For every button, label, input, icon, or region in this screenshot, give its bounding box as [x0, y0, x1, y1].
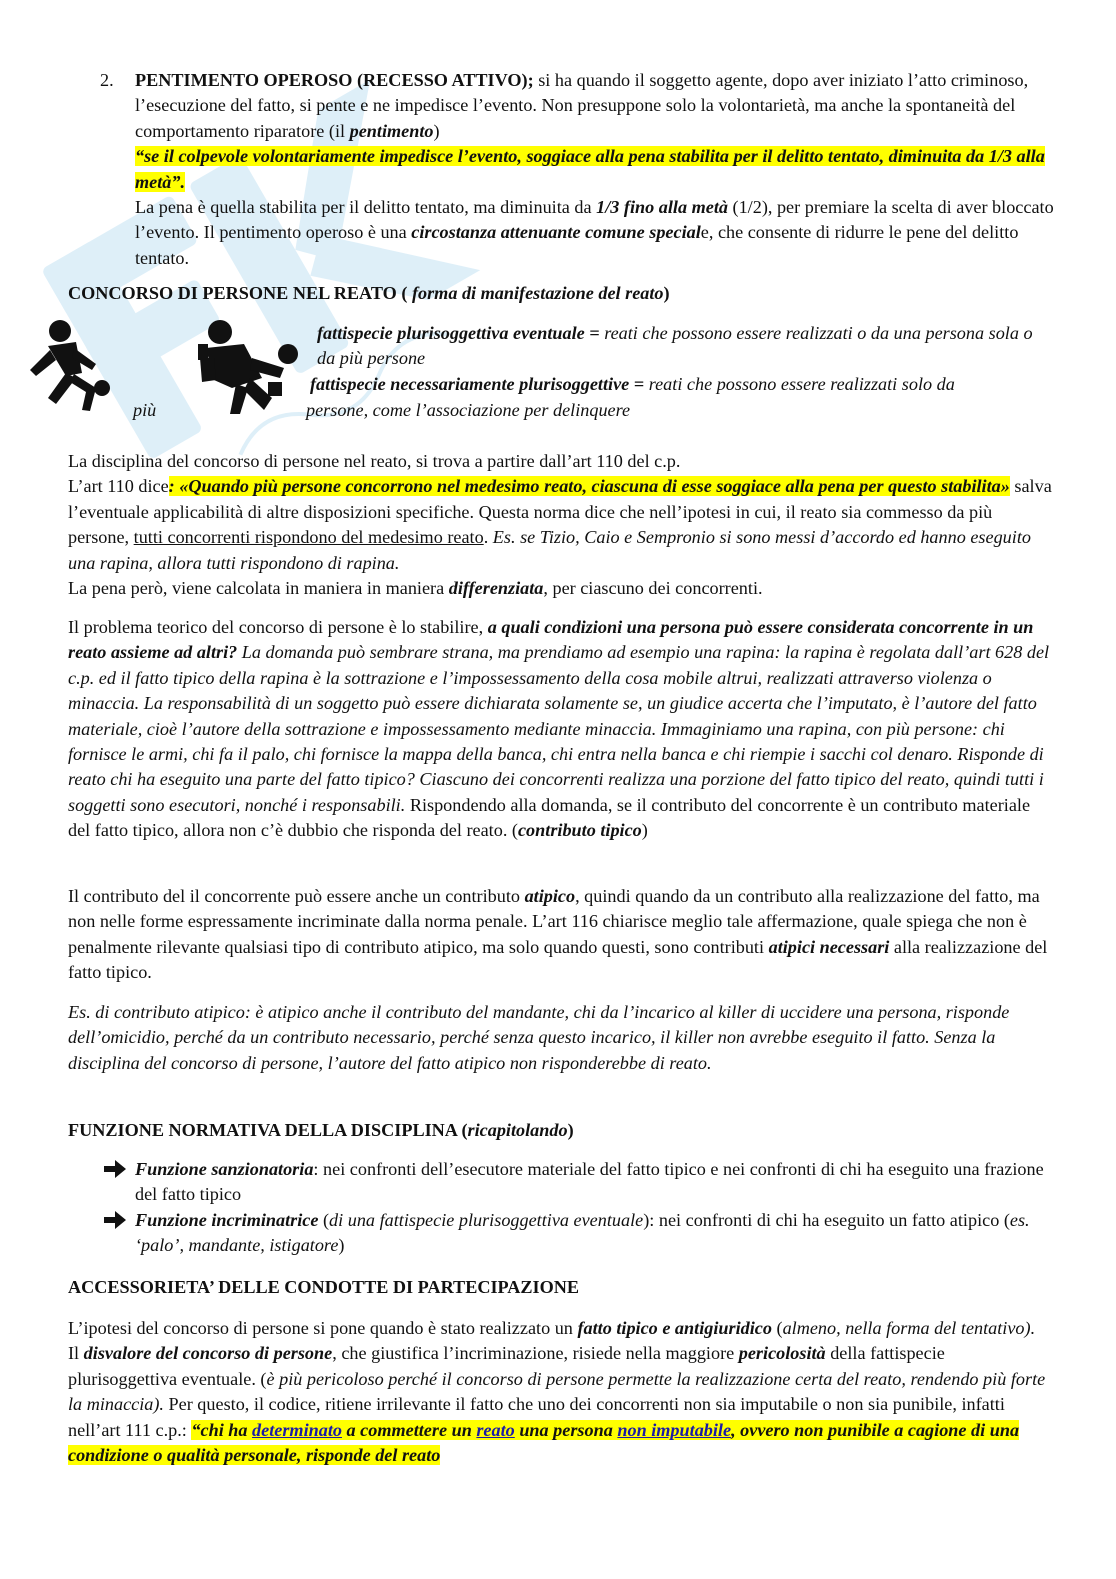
- fattispecie-necessaria: fattispecie necessariamente plurisoggettive = reati che possono essere realizzati solo da: [310, 374, 955, 394]
- fattispecie-necessaria-cont: persone, come l’associazione per delinquere: [306, 400, 631, 420]
- document-page: 2. PENTIMENTO OPEROSO (RECESSO ATTIVO); si ha quando il soggetto agente, dopo aver iniziato l’atto criminoso, l’esecuzione del fatto, si pente e ne impedisce l’evento. Non presuppone solo la volontarietà, ma anche la spontaneità del comportamento riparatore (il pentimento) “se il colpevole volontariamente impedisce l’evento, soggiace alla pena stabilita per il delitto tentato, diminuita da 1/3 alla metà”. La pena è quella stabilita per il delitto tentato, ma diminuita da 1/3 fino alla metà (1/2), per premiare la scelta di aver bloccato l’evento. Il pentimento operoso è una circostanza attenuante comune speciale, che consente di ridurre le pene del delitto tentato. CONCORSO DI PERSONE NEL REATO ( forma di manifestazione del reato) fattispecie plurisoggettiva eventuale = reati che possono essere realizzati o da una persona sola o da più persone fattispecie necessariamente plurisoggettive = reati che possono essere realizzati solo da più persone, come l’associazione per delinquere La disciplina del concorso di persone nel reato, si trova a partire dall’art 110 del c.p. L’art 110 dice: «Quando più persone concorrono nel medesimo reato, ciascuna di esse soggiace alla pena per questo stabilita» salva l’eventuale applicabilità di altre disposizioni specifiche. Questa norma dice che nell’ipotesi in cui, il reato sia commesso da più persone, tutti concorrenti rispondono del medesimo reato. Es. se Tizio, Caio e Sempronio si sono messi d’accordo ed hanno eseguito una rapina, allora tutti rispondono di rapina. La pena però, viene calcolata in maniera in maniera differenziata, per ciascuno dei concorrenti. Il problema teorico del concorso di persone è lo stabilire, a quali condizioni una persona può essere considerata concorrente in un reato assieme ad altri? La domanda può sembrare strana, ma prendiamo ad esempio una rapina: la rapina è regolata dall’art 628 del c.p. ed il fatto tipico della rapina è la sottrazione e l’impossessamento della cosa mobile altrui, realizzati attraverso violenza o minaccia. La responsabilità di un soggetto può essere dichiarata solamente se, un giudice accerta che l’imputato, è l’autore del fatto materiale, cioè l’autore della sottrazione e impossessamento mediante minaccia. Immaginiamo una rapina, con più persone: chi fornisce le armi, chi fa il palo, chi fornisce la mappa della banca, chi entra nella banca e chi riempie i sacchi col denaro. Risponde di reato chi ha eseguito una parte del fatto tipico? Ciascuno dei concorrenti realizza una porzione del fatto tipico del reato, quindi tutti i soggetti sono esecutori, nonché i responsabili. Rispondendo alla domanda, se il contributo del concorrente è un contributo materiale del fatto tipico, allora non c’è dubbio che risponda del reato. (contributo tipico) Il contributo del il concorrente può essere anche un contributo atipico, quindi quando da un contributo alla realizzazione del fatto, ma non nelle forme espressamente incriminate dalla norma penale. L’art 116 chiarisce meglio tale affermazione, quale spiega che non è penalmente rilevante qualsiasi tipo di contributo atipico, ma solo quando questi, sono contributi atipici necessari alla realizzazione del fatto tipico. Es. di contributo atipico: è atipico anche il contributo del mandante, chi da l’incarico al killer di uccidere una persona, risponde dell’omicidio, perché da un contributo necessario, perché senza questo incarico, il killer non avrebbe eseguito il fatto. Senza la disciplina del concorso di persone, l’autore del fatto atipico non risponderebbe di reato. FUNZIONE NORMATIVA DELLA DISCIPLINA (ricapitolando) Funzione sanzionatoria: nei confronti dell’esecutore materiale del fatto tipico e nei confronti di chi ha eseguito una frazione del fatto tipico Funzione incriminatrice (di una fattispecie plurisoggettiva eventuale): nei confronti di chi ha eseguito un fatto atipico (es. ‘palo’, mandante, istigatore) ACCESSORIETA’ DELLE CONDOTTE DI PARTECIPAZIONE L’ipotesi del concorso di persone si pone quando è stato realizzato un fatto tipico e antigiuridico (almeno, nella forma del tentativo). Il disvalore del concorso di persone, che giustifica l’incriminazione, risiede nella maggiore pericolosità della fattispecie plurisoggettiva eventuale. (è più pericoloso perché il concorso di persone permette la realizzazione certa del reato, rendendo più forte la minaccia). Per questo, il codice, ritiene irrilevante il fatto che uno dei concorrenti non sia imputabile o non sia punibile, infatti nell’art 111 c.p.: “chi ha determinato a commettere un reato una persona non imputabile, ovvero non punibile a cagione di una condizione o qualità personale, risponde del reato: [0, 0, 1116, 1579]
- link-determinato[interactable]: determinato: [252, 1419, 342, 1440]
- group-persons-icon: [192, 318, 304, 416]
- item-number: 2.: [100, 70, 114, 90]
- item-paragraph: PENTIMENTO OPEROSO (RECESSO ATTIVO); si ha quando il soggetto agente, dopo aver iniziato l’atto criminoso, l’esecuzione del fatto, si pente e ne impedisce l’evento. Non presuppone solo la volontarietà, ma anche la spontaneità del comportamento riparatore (il pentimento): [135, 70, 1029, 141]
- section-heading-accessorieta: ACCESSORIETA’ DELLE CONDOTTE DI PARTECIPAZIONE: [68, 1277, 580, 1297]
- section-heading-concorso: CONCORSO DI PERSONE NEL REATO ( forma di manifestazione del reato): [68, 283, 670, 303]
- fattispecie-eventuale: fattispecie plurisoggettiva eventuale = reati che possono essere realizzati o da una persona sola o da più persone: [317, 323, 1033, 369]
- item-paragraph-2: La pena è quella stabilita per il delitto tentato, ma diminuita da 1/3 fino alla metà (1/2), per premiare la scelta di aver bloccato l’evento. Il pentimento operoso è una circostanza attenuante comune speciale, che consente di ridurre le pene del delitto tentato.: [135, 197, 1054, 268]
- item-title: PENTIMENTO OPEROSO (RECESSO ATTIVO);: [135, 70, 534, 90]
- paragraph-esempio-atipico: Es. di contributo atipico: è atipico anche il contributo del mandante, chi da l’incarico al killer di uccidere una persona, risponde dell’omicidio, perché da un contributo necessario, perché senza questo incarico, il killer non avrebbe eseguito il fatto. Senza la disciplina del concorso di persone, l’autore del fatto atipico non risponderebbe di reato.: [68, 1002, 1010, 1073]
- arrow-bullet-icon: [104, 1211, 126, 1229]
- paragraph-contributo-atipico: Il contributo del il concorrente può essere anche un contributo atipico, quindi quando da un contributo alla realizzazione del fatto, ma non nelle forme espressamente incriminate dalla norma penale. L’art 116 chiarisce meglio tale affermazione, quale spiega che non è penalmente rilevante qualsiasi tipo di contributo atipico, ma solo quando questi, sono contributi atipici necessari alla realizzazione del fatto tipico.: [68, 886, 1048, 983]
- section-heading-funzione: FUNZIONE NORMATIVA DELLA DISCIPLINA (ricapitolando): [68, 1120, 574, 1140]
- link-non-imputabile[interactable]: non imputabile: [617, 1419, 732, 1440]
- paragraph-disciplina: La disciplina del concorso di persone nel reato, si trova a partire dall’art 110 del c.p. L’art 110 dice: «Quando più persone concorrono nel medesimo reato, ciascuna di esse soggiace alla pena per questo stabilita» salva l’eventuale applicabilità di altre disposizioni specifiche. Questa norma dice che nell’ipotesi in cui, il reato sia commesso da più persone, tutti concorrenti rispondono del medesimo reato. Es. se Tizio, Caio e Sempronio si sono messi d’accordo ed hanno eseguito una rapina, allora tutti rispondono di rapina. La pena però, viene calcolata in maniera in maniera differenziata, per ciascuno dei concorrenti.: [68, 451, 1052, 599]
- running-person-icon: [26, 318, 118, 412]
- item-quote: “se il colpevole volontariamente impedisce l’evento, soggiace alla pena stabilita per il delitto tentato, diminuita da 1/3 alla metà”.: [135, 146, 1045, 192]
- paragraph-problema-teorico: Il problema teorico del concorso di persone è lo stabilire, a quali condizioni una persona può essere considerata concorrente in un reato assieme ad altri? La domanda può sembrare strana, ma prendiamo ad esempio una rapina: la rapina è regolata dall’art 628 del c.p. ed il fatto tipico della rapina è la sottrazione e l’impossessamento della cosa mobile altrui, realizzati attraverso violenza o minaccia. La responsabilità di un soggetto può essere dichiarata solamente se, un giudice accerta che l’imputato, è l’autore del fatto materiale, cioè l’autore della sottrazione e impossessamento mediante minaccia. Immaginiamo una rapina, con più persone: chi fornisce le armi, chi fa il palo, chi fornisce la mappa della banca, chi entra nella banca e chi riempie i sacchi col denaro. Risponde di reato chi ha eseguito una parte del fatto tipico? Ciascuno dei concorrenti realizza una porzione del fatto tipico del reato, quindi tutti i soggetti sono esecutori, nonché i responsabili. Rispondendo alla domanda, se il contributo del concorrente è un contributo materiale del fatto tipico, allora non c’è dubbio che risponda del reato. (contributo tipico): [68, 617, 1050, 841]
- fattispecie-piu: più: [133, 400, 157, 420]
- link-reato[interactable]: reato: [476, 1419, 515, 1440]
- paragraph-ipotesi-concorso: L’ipotesi del concorso di persone si pone quando è stato realizzato un fatto tipico e antigiuridico (almeno, nella forma del tentativo). Il disvalore del concorso di persone, che giustifica l’incriminazione, risiede nella maggiore pericolosità della fattispecie plurisoggettiva eventuale. (è più pericoloso perché il concorso di persone permette la realizzazione certa del reato, rendendo più forte la minaccia). Per questo, il codice, ritiene irrilevante il fatto che uno dei concorrenti non sia imputabile o non sia punibile, infatti nell’art 111 c.p.: “chi ha determinato a commettere un reato una persona non imputabile, ovvero non punibile a cagione di una condizione o qualità personale, risponde del reato: [68, 1318, 1046, 1466]
- arrow-bullet-icon: [104, 1160, 126, 1178]
